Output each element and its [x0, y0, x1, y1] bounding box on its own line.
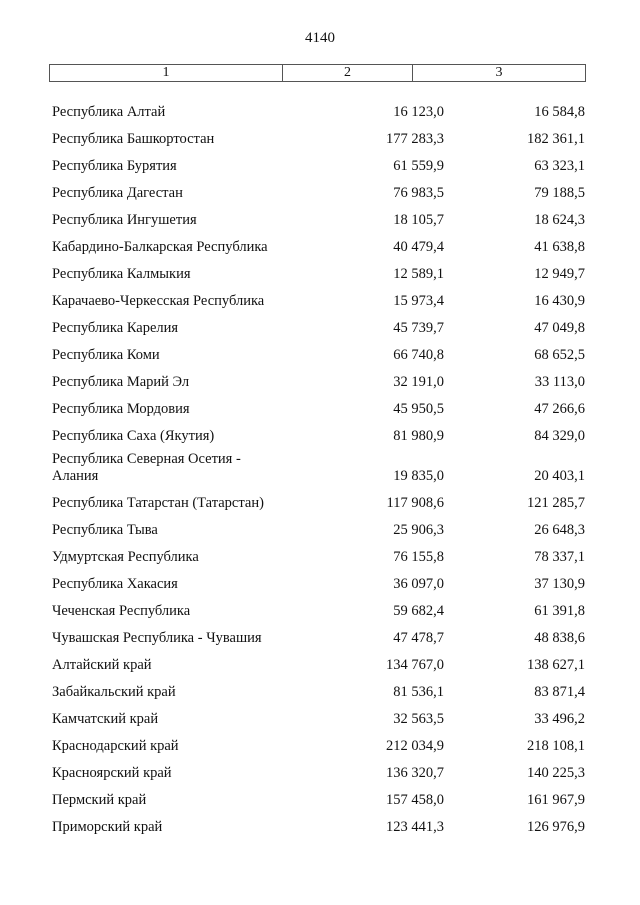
value-col-3: 63 323,1: [534, 158, 585, 174]
value-col-2: 212 034,9: [386, 738, 444, 754]
table-row: [52, 593, 592, 620]
region-name: Республика Северная Осетия - Алания: [52, 451, 241, 484]
value-col-2: 136 320,7: [386, 765, 444, 781]
value-col-2: 134 767,0: [386, 657, 444, 673]
table-row: [52, 539, 592, 566]
table-row: [52, 283, 592, 310]
region-name: Республика Дагестан: [52, 185, 183, 201]
table-row: [52, 755, 592, 782]
value-col-2: 76 155,8: [393, 549, 444, 565]
region-name: Республика Марий Эл: [52, 374, 190, 390]
region-name: Республика Ингушетия: [52, 212, 197, 228]
value-col-3: 218 108,1: [527, 738, 585, 754]
value-col-3: 126 976,9: [527, 819, 585, 835]
table-row: [52, 256, 592, 283]
value-col-3: 18 624,3: [534, 212, 585, 228]
value-col-3: 20 403,1: [534, 468, 585, 484]
value-col-2: 32 563,5: [393, 711, 444, 727]
page-number: 4140: [305, 30, 335, 46]
region-name: Республика Карелия: [52, 320, 179, 336]
table-row: [52, 364, 592, 391]
value-col-2: 32 191,0: [393, 374, 444, 390]
value-col-2: 157 458,0: [386, 792, 444, 808]
value-col-3: 41 638,8: [534, 239, 585, 255]
value-col-3: 33 113,0: [534, 374, 585, 390]
table-row: [52, 202, 592, 229]
table-row: [52, 175, 592, 202]
value-col-3: 48 838,6: [534, 630, 585, 646]
value-col-2: 18 105,7: [393, 212, 444, 228]
value-col-2: 25 906,3: [393, 522, 444, 538]
value-col-3: 121 285,7: [527, 495, 585, 511]
value-col-3: 161 967,9: [527, 792, 585, 808]
region-name: Республика Алтай: [52, 104, 166, 120]
value-col-3: 83 871,4: [534, 684, 585, 700]
region-name: Чеченская Республика: [52, 603, 191, 619]
region-name: Республика Коми: [52, 347, 160, 363]
value-col-3: 26 648,3: [534, 522, 585, 538]
value-col-3: 68 652,5: [534, 347, 585, 363]
value-col-2: 59 682,4: [393, 603, 444, 619]
value-col-2: 81 980,9: [393, 428, 444, 444]
region-name: Камчатский край: [52, 711, 159, 727]
table-row: [52, 782, 592, 809]
value-col-3: 47 266,6: [534, 401, 585, 417]
region-name: Кабардино-Балкарская Республика: [52, 239, 268, 255]
region-name: Республика Татарстан (Татарстан): [52, 495, 264, 511]
value-col-2: 66 740,8: [393, 347, 444, 363]
region-name: Алтайский край: [52, 657, 152, 673]
value-col-2: 40 479,4: [393, 239, 444, 255]
region-name: Карачаево-Черкесская Республика: [52, 293, 265, 309]
value-col-2: 76 983,5: [393, 185, 444, 201]
value-col-3: 78 337,1: [534, 549, 585, 565]
value-col-3: 37 130,9: [534, 576, 585, 592]
table-row: [52, 337, 592, 364]
table-row: [52, 310, 592, 337]
region-name: Красноярский край: [52, 765, 172, 781]
table-row: [52, 728, 592, 755]
region-name: Забайкальский край: [52, 684, 176, 700]
region-name: Республика Калмыкия: [52, 266, 191, 282]
region-name: Республика Саха (Якутия): [52, 428, 215, 444]
header-col-3: 3: [495, 65, 503, 80]
value-col-3: 79 188,5: [534, 185, 585, 201]
region-name: Республика Хакасия: [52, 576, 178, 592]
value-col-2: 45 950,5: [393, 401, 444, 417]
value-col-3: 33 496,2: [534, 711, 585, 727]
value-col-2: 61 559,9: [393, 158, 444, 174]
table-row: [52, 674, 592, 701]
value-col-3: 140 225,3: [527, 765, 585, 781]
value-col-2: 12 589,1: [393, 266, 444, 282]
table-row: [52, 701, 592, 728]
table-row: [52, 94, 592, 121]
table-row: [52, 229, 592, 256]
table-row: [52, 418, 592, 445]
table-row: [52, 121, 592, 148]
value-col-3: 138 627,1: [527, 657, 585, 673]
value-col-2: 16 123,0: [393, 104, 444, 120]
table-row: [52, 445, 592, 485]
value-col-2: 19 835,0: [393, 468, 444, 484]
value-col-3: 47 049,8: [534, 320, 585, 336]
value-col-2: 47 478,7: [393, 630, 444, 646]
value-col-3: 16 430,9: [534, 293, 585, 309]
header-col-2: 2: [283, 65, 413, 81]
value-col-2: 117 908,6: [386, 495, 444, 511]
table-row: [52, 148, 592, 175]
table-row: [52, 391, 592, 418]
region-name: Республика Тыва: [52, 522, 158, 538]
region-name: Республика Бурятия: [52, 158, 177, 174]
table-row: [52, 647, 592, 674]
region-name: Удмуртская Республика: [52, 549, 199, 565]
value-col-2: 177 283,3: [386, 131, 444, 147]
table-row: [52, 566, 592, 593]
region-name: Республика Мордовия: [52, 401, 190, 417]
table-row: [52, 512, 592, 539]
value-col-2: 15 973,4: [393, 293, 444, 309]
table-header: [49, 64, 586, 82]
value-col-3: 84 329,0: [534, 428, 585, 444]
value-col-3: 182 361,1: [527, 131, 585, 147]
table-row: [52, 809, 592, 836]
value-col-3: 12 949,7: [534, 266, 585, 282]
table-row: [52, 620, 592, 647]
region-name: Пермский край: [52, 792, 147, 808]
table-row: [52, 485, 592, 512]
region-name: Республика Башкортостан: [52, 131, 215, 147]
value-col-2: 123 441,3: [386, 819, 444, 835]
region-name: Чувашская Республика - Чувашия: [52, 630, 262, 646]
value-col-3: 16 584,8: [534, 104, 585, 120]
region-name: Краснодарский край: [52, 738, 179, 754]
value-col-2: 36 097,0: [393, 576, 444, 592]
value-col-2: 81 536,1: [393, 684, 444, 700]
value-col-2: 45 739,7: [393, 320, 444, 336]
value-col-3: 61 391,8: [534, 603, 585, 619]
header-col-1: 1: [50, 65, 283, 81]
table-body: [52, 94, 592, 836]
region-name: Приморский край: [52, 819, 163, 835]
